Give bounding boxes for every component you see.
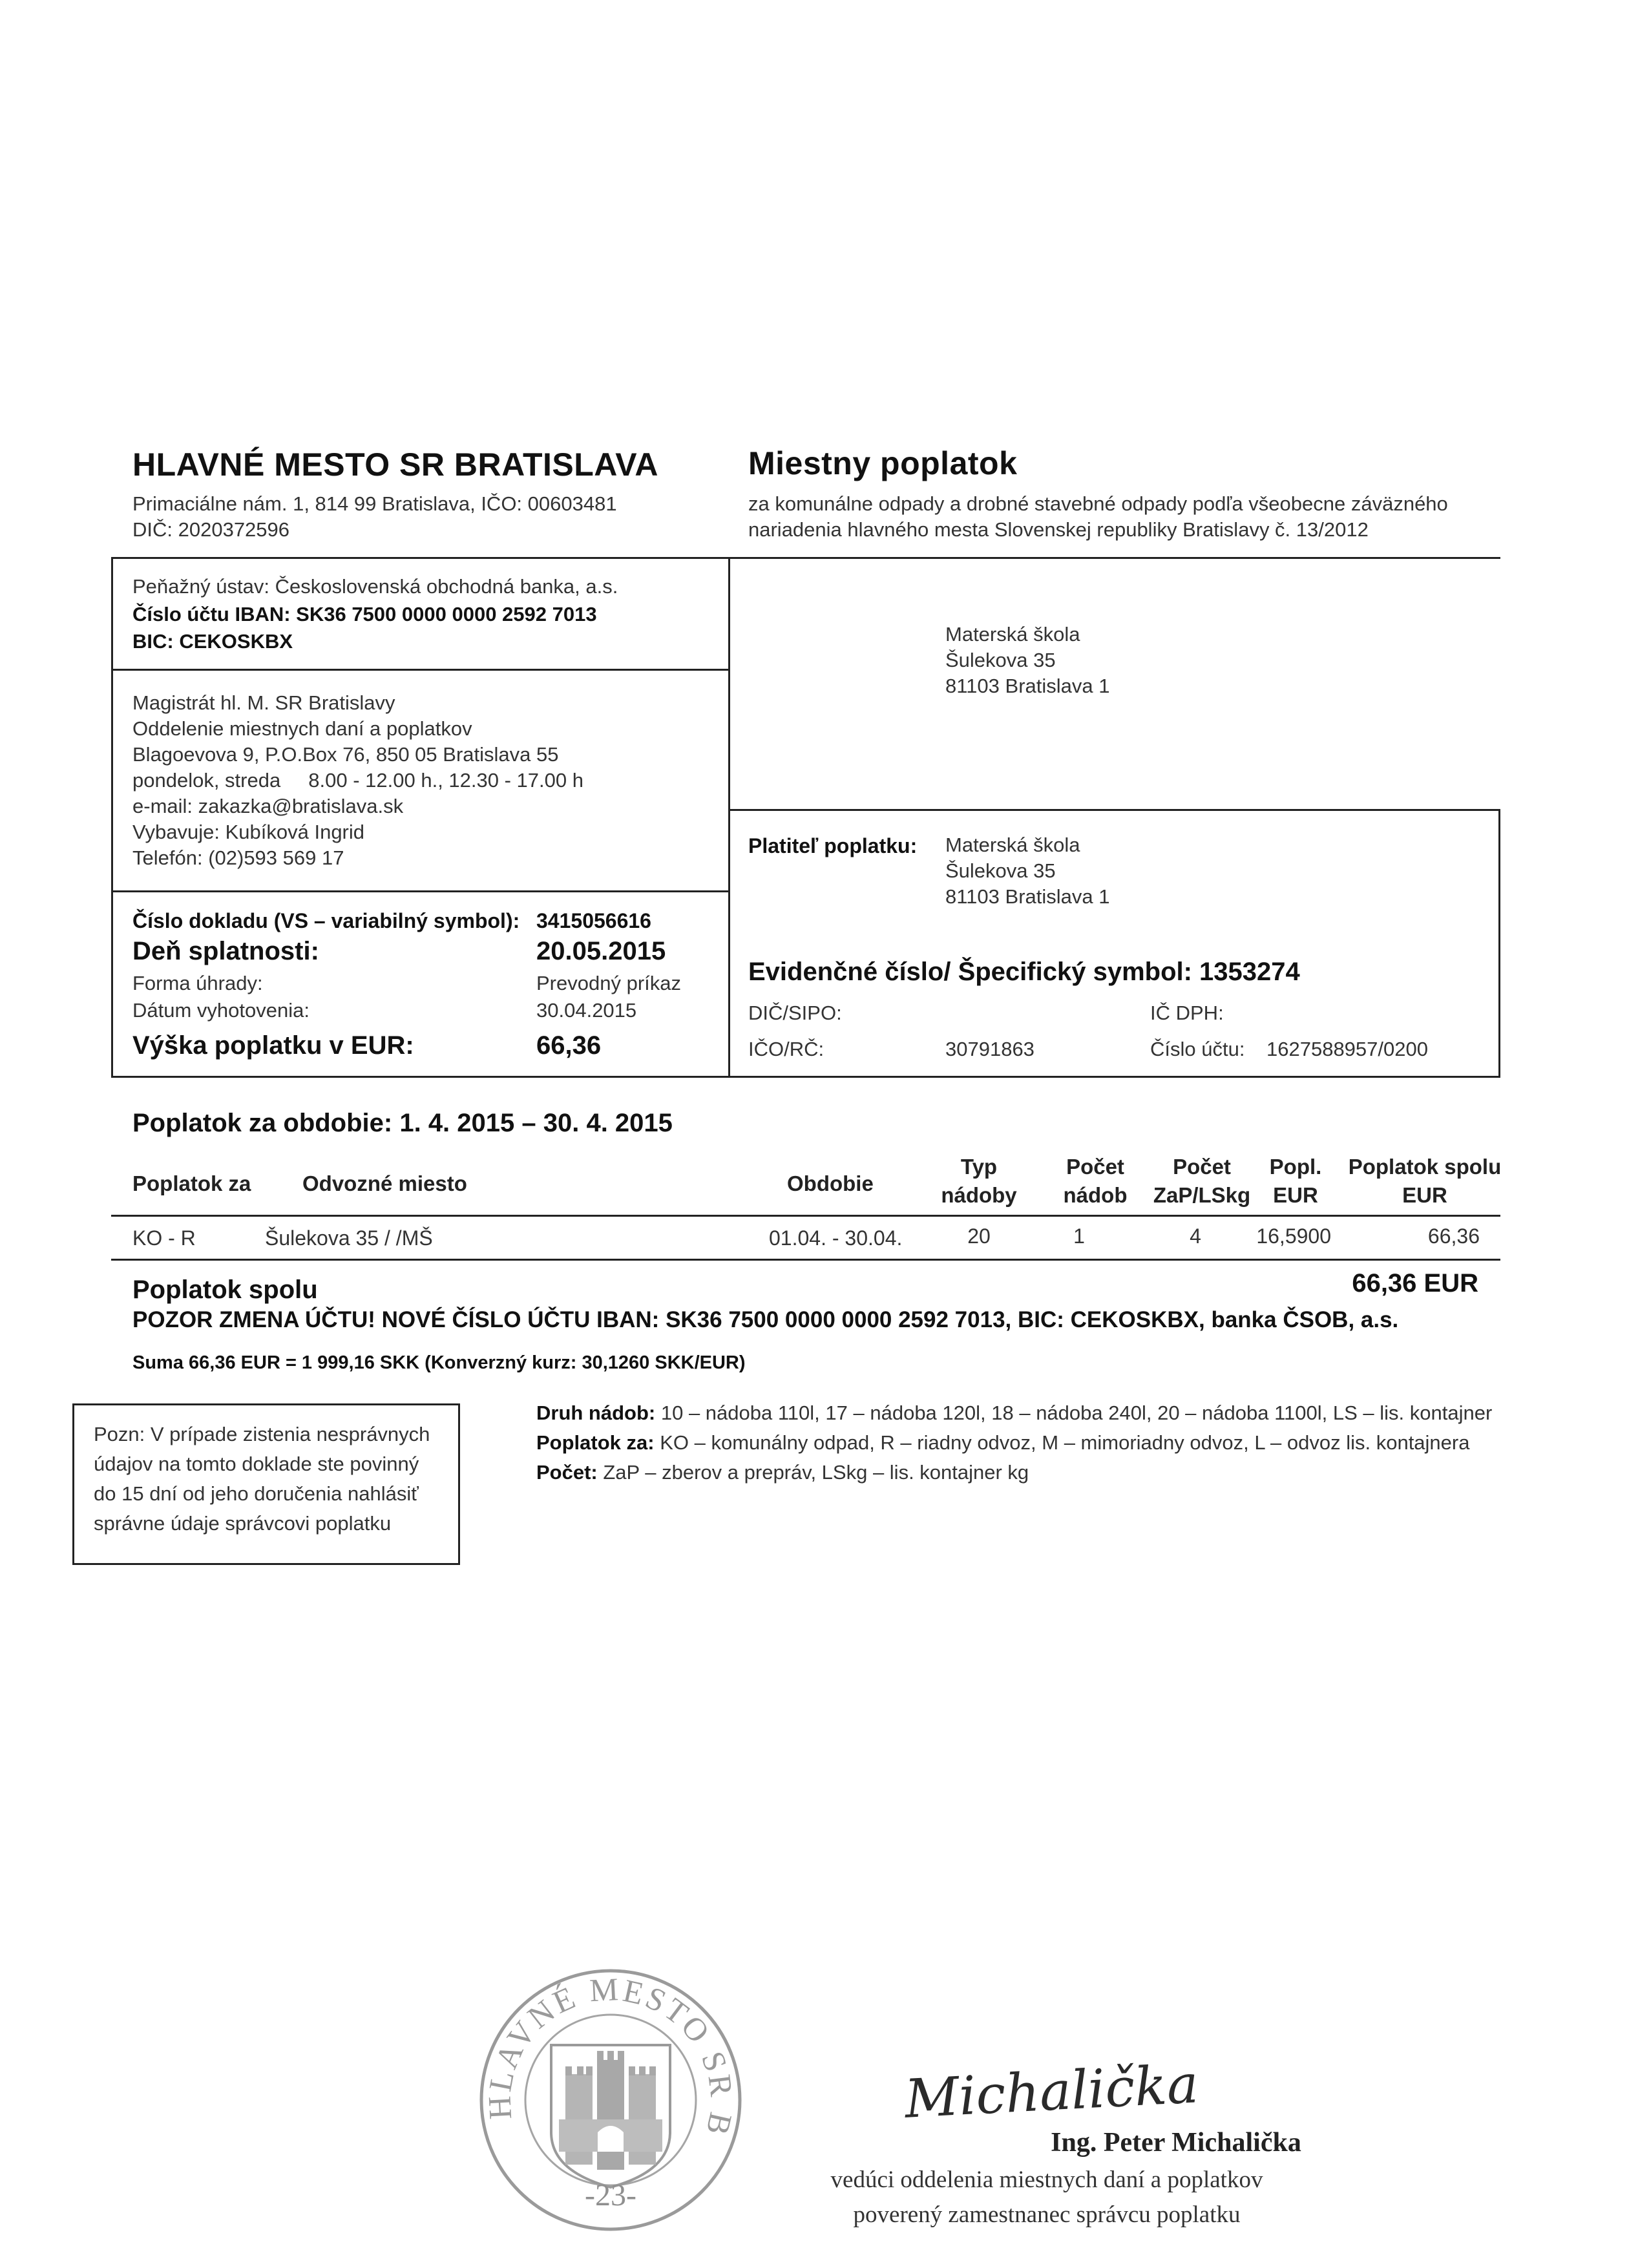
due-value: 20.05.2015 xyxy=(536,937,666,965)
bank-bic: BIC: CEKOSKBX xyxy=(132,630,293,653)
cell-total: 66,36 xyxy=(1427,1224,1480,1248)
payer-line: Šulekova 35 xyxy=(945,859,1056,882)
cell-fee: 16,5900 xyxy=(1256,1224,1331,1248)
legend xyxy=(536,1398,1492,1487)
correction-note-box xyxy=(72,1403,460,1565)
recipient-line: 81103 Bratislava 1 xyxy=(945,675,1110,697)
period-title: Poplatok za obdobie: 1. 4. 2015 – 30. 4. 2015 xyxy=(132,1109,673,1137)
office-line: Magistrát hl. M. SR Bratislavy xyxy=(132,691,395,714)
th-type-line1: Typ xyxy=(960,1155,998,1179)
th-total-line2: EUR xyxy=(1402,1183,1447,1207)
svg-text:HLAVNÉ MESTO SR BRATISLAVA: HLAVNÉ MESTO SR B xyxy=(481,1971,740,2141)
signatory-role-line2: poverený zamestnanec správcu poplatku xyxy=(853,2201,1241,2228)
th-fee-line2: EUR xyxy=(1273,1183,1318,1207)
note-line: do 15 dní od jeho doručenia nahlásiť xyxy=(94,1482,419,1505)
left-box-left-border xyxy=(111,557,113,1077)
payer-box-right xyxy=(1498,809,1500,1078)
issuer-address: Primaciálne nám. 1, 814 99 Bratislava, IČO: 00603481 xyxy=(132,492,617,515)
bank-divider xyxy=(111,669,730,671)
office-line: e-mail: zakazka@bratislava.sk xyxy=(132,795,404,817)
signatory-role-line1: vedúci oddelenia miestnych daní a poplatkov xyxy=(830,2167,1263,2193)
cell-fee-for: KO - R xyxy=(132,1226,196,1250)
account-label: Číslo účtu: xyxy=(1150,1038,1245,1060)
note-line: správne údaje správcovi poplatku xyxy=(94,1512,392,1535)
cell-type: 20 xyxy=(967,1224,991,1248)
bank-iban: Číslo účtu IBAN: SK36 7500 0000 0000 2592 7013 xyxy=(132,603,597,625)
office-block xyxy=(132,690,583,871)
amount-value: 66,36 xyxy=(536,1031,602,1060)
fee-title: Miestny poplatok xyxy=(748,445,1018,481)
th-period: Obdobie xyxy=(787,1171,874,1195)
recipient-line: Šulekova 35 xyxy=(945,649,1056,671)
vs-value: 3415056616 xyxy=(536,909,651,932)
fee-description-line2: nariadenia hlavného mesta Slovenskej republiky Bratislavy č. 13/2012 xyxy=(748,518,1369,541)
total-label: Poplatok spolu xyxy=(132,1276,318,1304)
legend-containers-label: Druh nádob: xyxy=(536,1402,656,1424)
vs-label: Číslo dokladu (VS – variabilný symbol): xyxy=(132,909,520,932)
payer-box-top xyxy=(728,809,1500,811)
legend-fee xyxy=(536,1428,1492,1458)
main-box-bottom xyxy=(111,1076,1500,1078)
dic-sipo-label: DIČ/SIPO: xyxy=(748,1002,842,1024)
signatory-name: Ing. Peter Michalička xyxy=(1051,2128,1301,2158)
issue-date-value: 30.04.2015 xyxy=(536,999,637,1022)
legend-fee-text: KO – komunálny odpad, R – riadny odvoz, M – mimoriadny odvoz, L – odvoz lis. kontajnera xyxy=(654,1431,1470,1454)
cell-pickup: Šulekova 35 / /MŠ xyxy=(265,1226,433,1250)
th-containers-line1: Počet xyxy=(1066,1155,1124,1179)
conversion-note: Suma 66,36 EUR = 1 999,16 SKK (Konverzný kurz: 30,1260 SKK/EUR) xyxy=(132,1352,746,1373)
seal-number: -23- xyxy=(585,2178,636,2212)
issuer-dic: DIČ: 2020372596 xyxy=(132,518,290,541)
office-line: pondelok, streda 8.00 - 12.00 h., 12.30 - 17.00 h xyxy=(132,769,583,792)
note-line: údajov na tomto doklade ste povinný xyxy=(94,1453,419,1475)
payer-address xyxy=(945,832,1109,910)
payer-label: Platiteľ poplatku: xyxy=(748,834,918,857)
th-containers-line2: nádob xyxy=(1063,1183,1128,1207)
legend-count-label: Počet: xyxy=(536,1461,598,1484)
cell-containers: 1 xyxy=(1073,1224,1085,1248)
payment-form-label: Forma úhrady: xyxy=(132,972,263,994)
th-zap-line2: ZaP/LSkg xyxy=(1153,1183,1251,1207)
account-value: 1627588957/0200 xyxy=(1266,1038,1428,1060)
legend-fee-label: Poplatok za: xyxy=(536,1431,655,1454)
th-fee-for: Poplatok za xyxy=(132,1171,251,1195)
legend-containers-text: 10 – nádoba 110l, 17 – nádoba 120l, 18 – nádoba 240l, 20 – nádoba 1100l, LS – lis. kontajner xyxy=(655,1402,1493,1424)
recipient-address xyxy=(945,622,1109,699)
payer-line: 81103 Bratislava 1 xyxy=(945,885,1110,908)
legend-count-text: ZaP – zberov a prepráv, LSkg – lis. kontajner kg xyxy=(597,1461,1029,1484)
ico-rc-label: IČO/RČ: xyxy=(748,1038,824,1060)
payment-form-value: Prevodný príkaz xyxy=(536,972,681,994)
th-pickup: Odvozné miesto xyxy=(302,1171,467,1195)
recipient-line: Materská škola xyxy=(945,623,1080,646)
th-type-line2: nádoby xyxy=(941,1183,1017,1207)
table-header-divider xyxy=(111,1215,1500,1217)
bank-name: Peňažný ústav: Československá obchodná banka, a.s. xyxy=(132,575,618,598)
th-total-line1: Poplatok spolu xyxy=(1348,1155,1502,1179)
office-line: Blagoevova 9, P.O.Box 76, 850 05 Bratislava 55 xyxy=(132,743,559,766)
ic-dph-label: IČ DPH: xyxy=(1150,1002,1224,1024)
ico-rc-value: 30791863 xyxy=(945,1038,1035,1060)
cell-period: 01.04. - 30.04. xyxy=(769,1226,903,1250)
evidence-title: Evidenčné číslo/ Špecifický symbol: 1353274 xyxy=(748,958,1300,986)
legend-containers xyxy=(536,1398,1492,1428)
office-line: Vybavuje: Kubíková Ingrid xyxy=(132,821,365,843)
amount-label: Výška poplatku v EUR: xyxy=(132,1031,414,1060)
payer-line: Materská škola xyxy=(945,834,1080,856)
handwritten-signature: Michalička xyxy=(903,2053,1200,2130)
due-label: Deň splatnosti: xyxy=(132,937,319,965)
header-divider xyxy=(111,557,1500,559)
office-divider xyxy=(111,890,730,892)
legend-count xyxy=(536,1458,1492,1487)
office-line: Telefón: (02)593 569 17 xyxy=(132,846,344,869)
table-row-divider xyxy=(111,1259,1500,1261)
middle-border xyxy=(728,557,730,1077)
cell-zap: 4 xyxy=(1190,1224,1201,1248)
issuer-name: HLAVNÉ MESTO SR BRATISLAVA xyxy=(132,446,658,483)
fee-description-line1: za komunálne odpady a drobné stavebné odpady podľa všeobecne záväzného xyxy=(748,492,1448,515)
th-zap-line1: Počet xyxy=(1173,1155,1231,1179)
account-change-warning: POZOR ZMENA ÚČTU! NOVÉ ČÍSLO ÚČTU IBAN: SK36 7500 0000 0000 2592 7013, BIC: CEKOSKBX, banka ČSOB, a.s. xyxy=(132,1307,1399,1332)
office-line: Oddelenie miestnych daní a poplatkov xyxy=(132,717,472,740)
official-seal xyxy=(475,1964,746,2236)
th-fee-line1: Popl. xyxy=(1269,1155,1322,1179)
note-line: Pozn: V prípade zistenia nesprávnych xyxy=(94,1423,430,1445)
total-value: 66,36 EUR xyxy=(1352,1269,1478,1297)
issue-date-label: Dátum vyhotovenia: xyxy=(132,999,310,1022)
